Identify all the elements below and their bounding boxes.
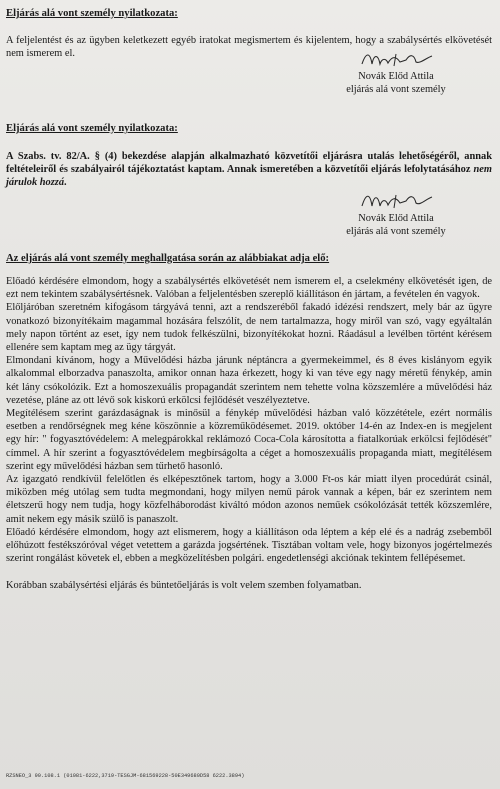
hearing-paragraphs [6, 275, 492, 593]
signature-block-2 [336, 190, 456, 238]
mediation-text-end: . [64, 177, 67, 189]
document-footer-code: RZSNEO_3 90.108.1 (01081-6222,3719-TESGJM-681569228-50E349680D58 6222.3894) [6, 773, 245, 779]
statement-text: A feljelentést és az ügyben keletkezett egyéb iratokat megismertem és kijelentem, hogy a szabálysértés elkövetését nem ismerem el. [6, 35, 492, 60]
hearing-paragraph: Megítélésem szerint garázdaságnak is minősül a fénykép művelődési házban való közzététele, ezért normális esetben a rendőrségnek meg kéne köszönnie a közreműködésemet. 2019. október 14-én az Index-en is megjelent egy hír: " fogyasztóvédelem: A melegpárokkal reklámozó Coca-Cola károsította a fiatalkorúak erkölcsi fejlődését" címmel. A hír szerint a fogyasztóvédelem megbírságolta a céget a homoszexuális propaganda miatt, megítélésem szerint egy művelődési házban sem tűrhető hasonló. [6, 408, 492, 472]
hearing-paragraph: Előadó kérdésére elmondom, hogy azt elismerem, hogy a kiállításon oda léptem a kép elé és a nadrág zsebemből előhúzott festékszóróval véget vetettem a garázda jogsértének. Tisztában voltam vele, hogy bizonyos jogértelmezés szerint rongálást követek el, ebben a megközelítésben polgári. engedetlenségi akciónak tekintem fellépésemet. [6, 526, 492, 565]
signature-block-1 [336, 50, 456, 96]
hearing-paragraph: Előadó kérdésére elmondom, hogy a szabálysértés elkövetését nem ismerem el, a cselekmény elkövetését igen, de ezt nem tekintem szabálysértésnek. Valóban a feljelentésben szereplő kiállításon én jártam, a fevételen én vagyok. [6, 276, 492, 301]
mediation-refusal: nem járulok hozzá [6, 164, 492, 189]
mediation-statement [6, 150, 492, 190]
mediation-text: A Szabs. tv. 82/A. § (4) bekezdése alapján alkalmazható közvetítői eljárásra utalás lehetőségéről, annak feltételeiről és szabályairól tájékoztatást kaptam. Annak ismeretében a közvetítői eljárás lefolytatásához [6, 151, 492, 176]
handwritten-signature [356, 50, 436, 70]
hearing-section [6, 252, 492, 593]
hearing-paragraph: Előljáróban szeretném kifogásom tárgyává tenni, azt a rendszeréből fakadó idézési rendszert, mely bár az ügyre vonatkozó bizonyítékaim magammal hozására felszólít, de nem tartalmazza, hogy miről van szó, vagy egyáltalán mely napon történt az eset, így nem tudok felkészülni, bizonyítékokat hozni. Ráadásul a levélben történt kérésem ellenére sem kaptam meg az ügy tárgyát. [6, 302, 492, 354]
hearing-paragraph: Az igazgató rendkívül felelőtlen és elképesztőnek tartom, hogy a 3.000 Ft-os kár miatt ilyen procedúrát csinál, miközben még utólag sem tudta megmondani, hogy milyen nemű párok vannak a képen, bár ez szerintem nem életszerű hogy nem tudja, hogy közfelháborodást kiváltó módon azonos neműek csókolózását tették közszemlére, amit nekem egy másik szülő is panaszolt. [6, 474, 492, 525]
signatory-role: eljárás alá vont személy [346, 226, 446, 237]
section-heading: Eljárás alá vont személy nyilatkozata: [6, 123, 178, 134]
hearing-paragraph: Elmondani kívánom, hogy a Művelődési házba járunk néptáncra a gyermekeimmel, és 8 éves kislányom egyik alkalommal elborzadva panaszolta, amikor onnan haza érkezett, hogy ki van téve egy nagy méretű fénykép, amin két lány csókolózik. Ezt a homoszexuális propagandát szerintem nem tehette volna közszemlére a művelődési ház vezetése, pláne az ott lévő sok kiskorú erkölcsi fejlődését veszélyeztetve. [6, 355, 492, 406]
signatory-name: Novák Előd Attila [358, 213, 434, 224]
section-heading: Az eljárás alá vont személy meghallgatása során az alábbiakat adja elő: [6, 253, 330, 264]
signatory-role: eljárás alá vont személy [346, 84, 446, 95]
section-heading: Eljárás alá vont személy nyilatkozata: [6, 8, 178, 19]
handwritten-signature [356, 190, 436, 212]
statement-section-2 [6, 122, 492, 190]
signatory-name: Novák Előd Attila [358, 71, 434, 82]
hearing-paragraph: Korábban szabálysértési eljárás és büntetőeljárás is volt velem szemben folyamatban. [6, 580, 362, 592]
